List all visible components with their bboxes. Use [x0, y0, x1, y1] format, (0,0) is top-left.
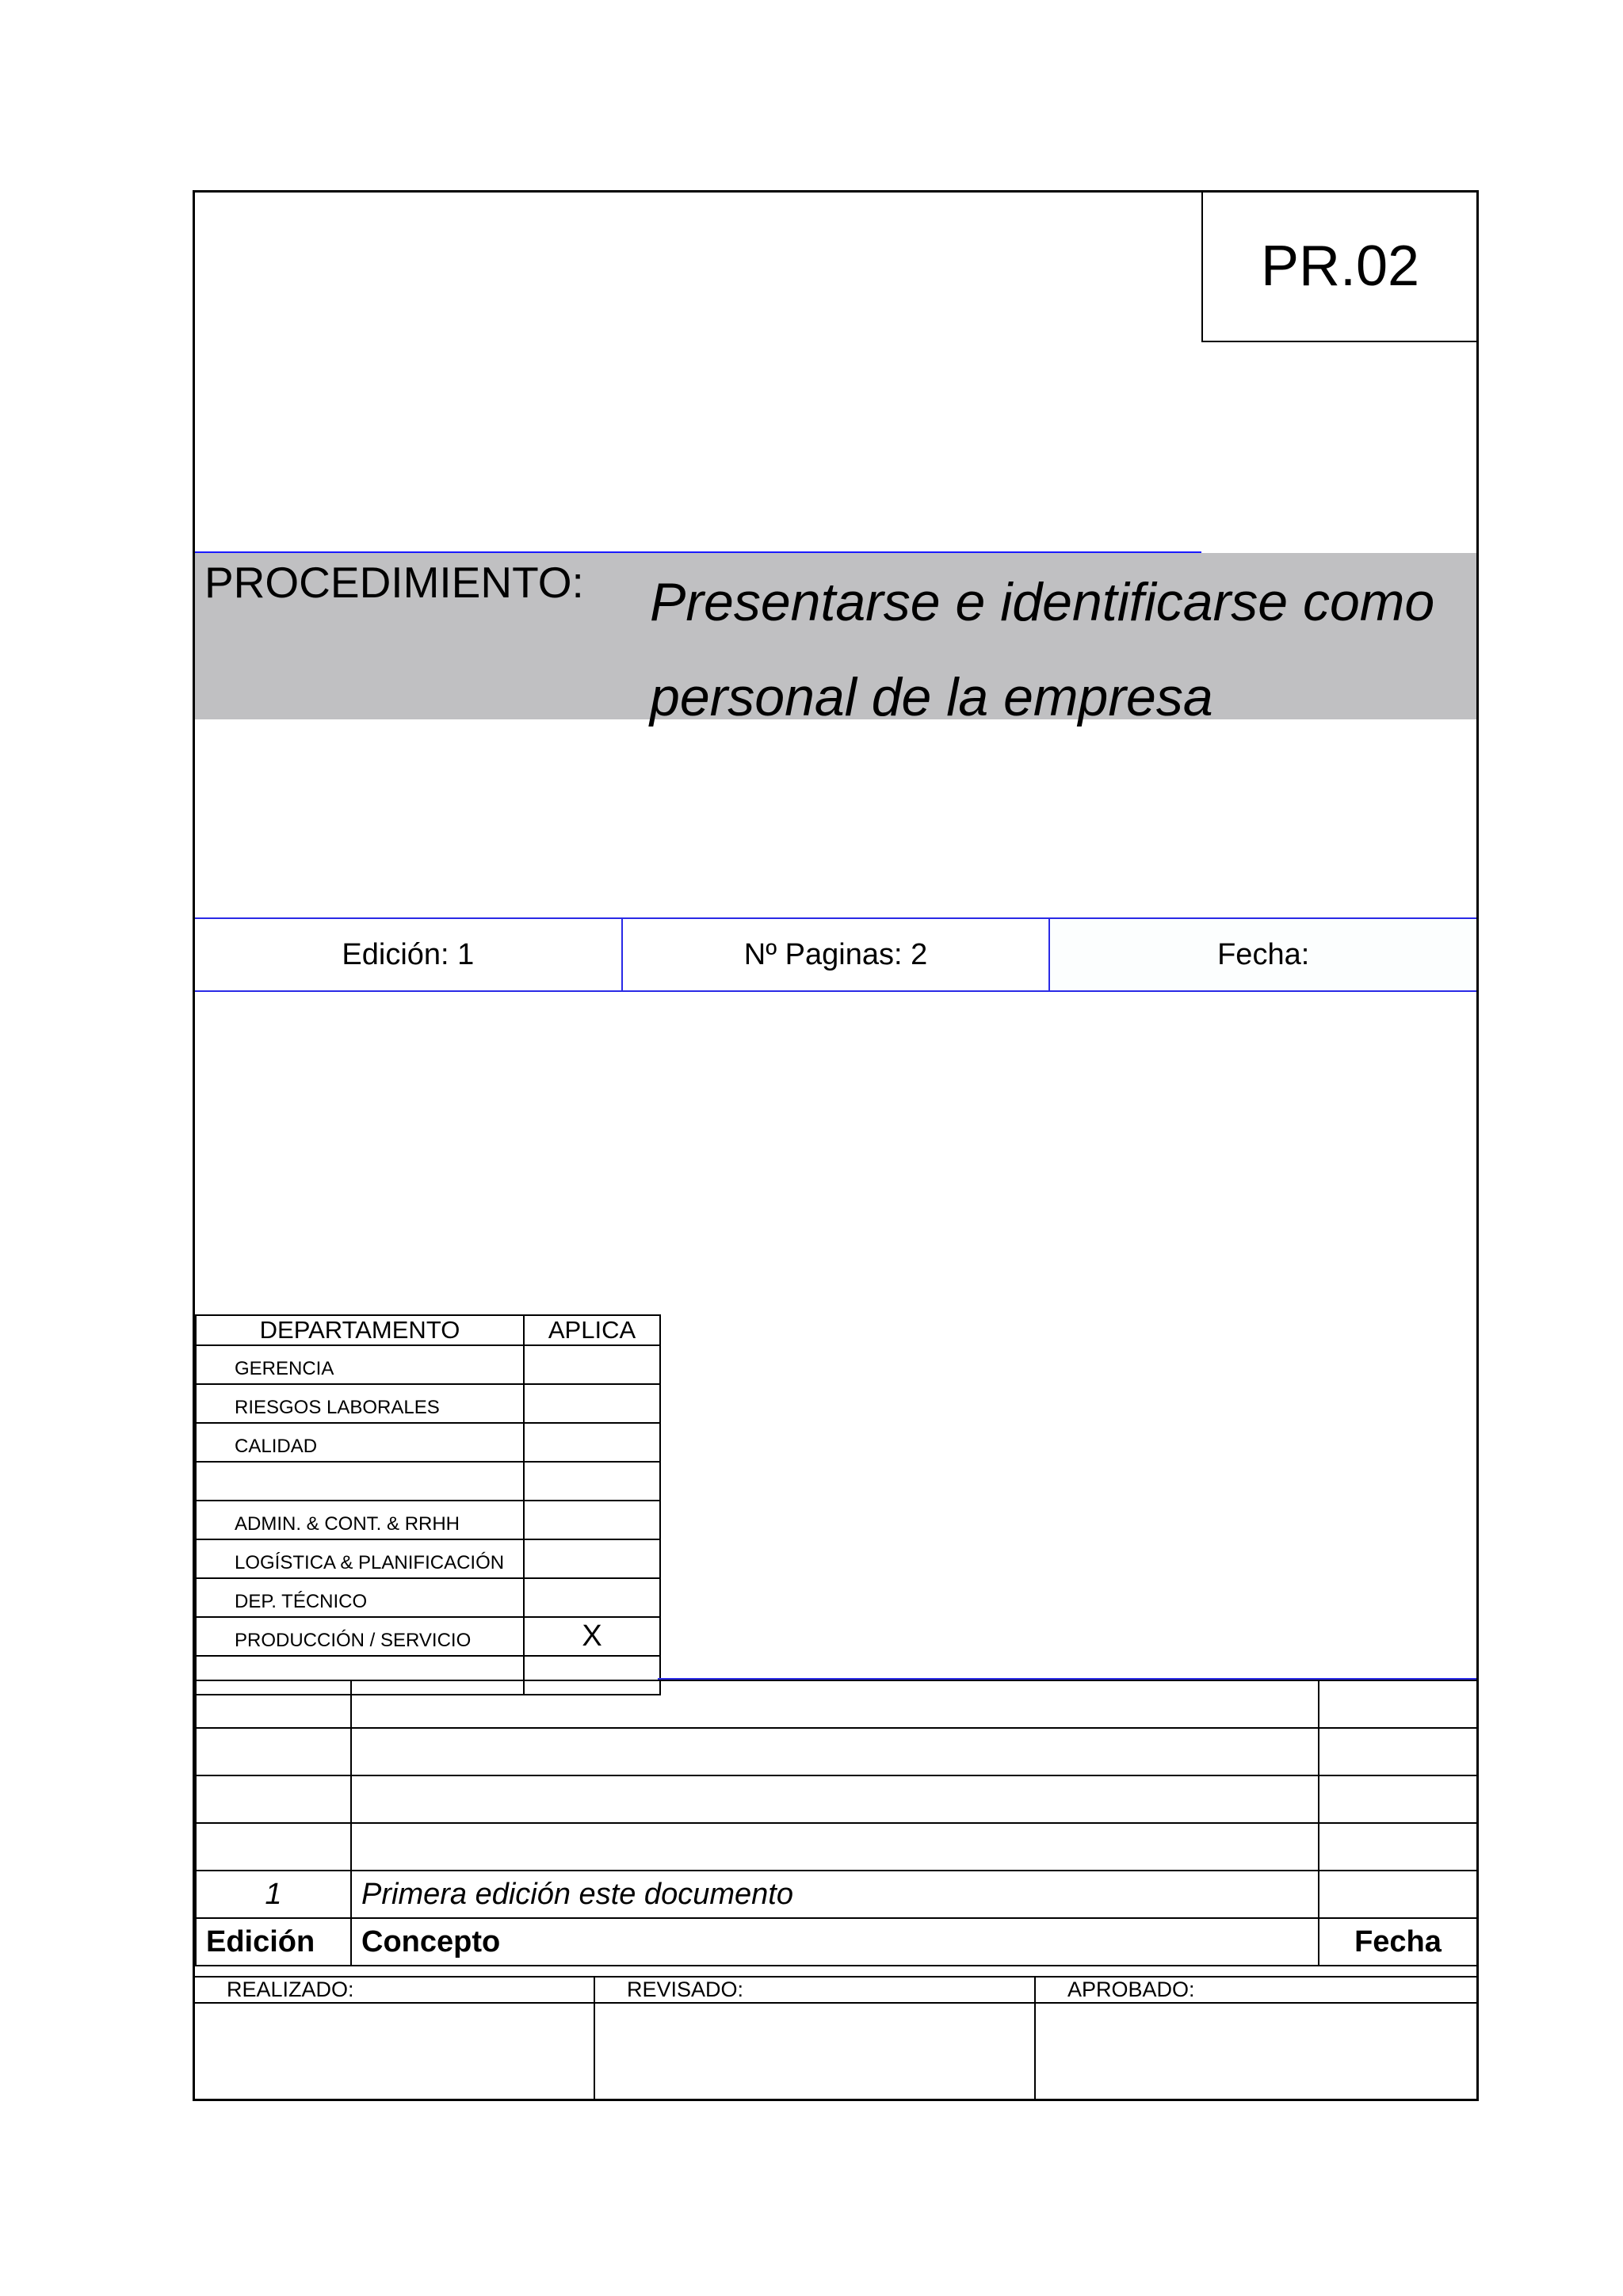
department-name: CALIDAD [196, 1423, 524, 1462]
revision-date [1319, 1728, 1477, 1775]
department-row [196, 1345, 660, 1384]
revision-date [1319, 1775, 1477, 1823]
revision-date [1319, 1871, 1477, 1918]
approved-by-label: APROBADO: [1035, 1977, 1476, 2003]
revision-concept [351, 1775, 1319, 1823]
department-row [196, 1462, 660, 1501]
done-by-signature [195, 2003, 594, 2099]
signature-row [195, 2003, 1476, 2099]
revision-date [1319, 1680, 1477, 1728]
reviewed-by-signature [594, 2003, 1035, 2099]
revision-concept: Primera edición este documento [351, 1871, 1319, 1918]
page-count: Nº Paginas: 2 [621, 919, 1049, 990]
signature-table [195, 1976, 1476, 2099]
department-applies [524, 1501, 660, 1539]
department-name: PRODUCCIÓN / SERVICIO [196, 1617, 524, 1656]
revision-row [196, 1775, 1477, 1823]
signature-header-row [195, 1977, 1476, 2003]
edition-date: Fecha: [1048, 919, 1476, 990]
revision-date [1319, 1823, 1477, 1871]
department-table [195, 1314, 661, 1695]
revision-edition [196, 1823, 351, 1871]
department-applies [524, 1423, 660, 1462]
approved-by-signature [1035, 2003, 1476, 2099]
done-by-label: REALIZADO: [195, 1977, 594, 2003]
revision-header-row [196, 1918, 1477, 1966]
revision-edition: 1 [196, 1871, 351, 1918]
revision-concept [351, 1823, 1319, 1871]
date-header: Fecha [1319, 1918, 1477, 1966]
edition-header: Edición [196, 1918, 351, 1966]
applies-header: APLICA [524, 1315, 660, 1345]
department-applies [524, 1384, 660, 1423]
revision-edition [196, 1775, 351, 1823]
revision-edition [196, 1728, 351, 1775]
department-applies: X [524, 1617, 660, 1656]
department-applies [524, 1462, 660, 1501]
edition-row [195, 917, 1476, 992]
department-applies [524, 1578, 660, 1617]
reviewed-by-label: REVISADO: [594, 1977, 1035, 2003]
concept-header: Concepto [351, 1918, 1319, 1966]
department-row [196, 1501, 660, 1539]
revision-edition [196, 1680, 351, 1728]
department-name: ADMIN. & CONT. & RRHH [196, 1501, 524, 1539]
department-row [196, 1539, 660, 1578]
department-row [196, 1578, 660, 1617]
procedure-label: PROCEDIMIENTO: [204, 558, 584, 607]
department-applies [524, 1539, 660, 1578]
revision-concept [351, 1728, 1319, 1775]
department-row [196, 1423, 660, 1462]
department-name: RIESGOS LABORALES [196, 1384, 524, 1423]
revision-row [196, 1728, 1477, 1775]
revision-concept [351, 1680, 1319, 1728]
revision-table [195, 1680, 1478, 1966]
department-row [196, 1384, 660, 1423]
department-name [196, 1462, 524, 1501]
department-applies [524, 1345, 660, 1384]
document-code: PR.02 [1201, 190, 1479, 342]
revision-row [196, 1823, 1477, 1871]
edition-number: Edición: 1 [342, 937, 475, 971]
department-header-row [196, 1315, 660, 1345]
department-name: GERENCIA [196, 1345, 524, 1384]
department-name: LOGÍSTICA & PLANIFICACIÓN [196, 1539, 524, 1578]
department-header: DEPARTAMENTO [196, 1315, 524, 1345]
department-name: DEP. TÉCNICO [196, 1578, 524, 1617]
revision-row [196, 1680, 1477, 1728]
revision-row [196, 1871, 1477, 1918]
department-row [196, 1617, 660, 1656]
procedure-title: Presentarse e identificarse como personal de la empresa [650, 572, 1435, 727]
